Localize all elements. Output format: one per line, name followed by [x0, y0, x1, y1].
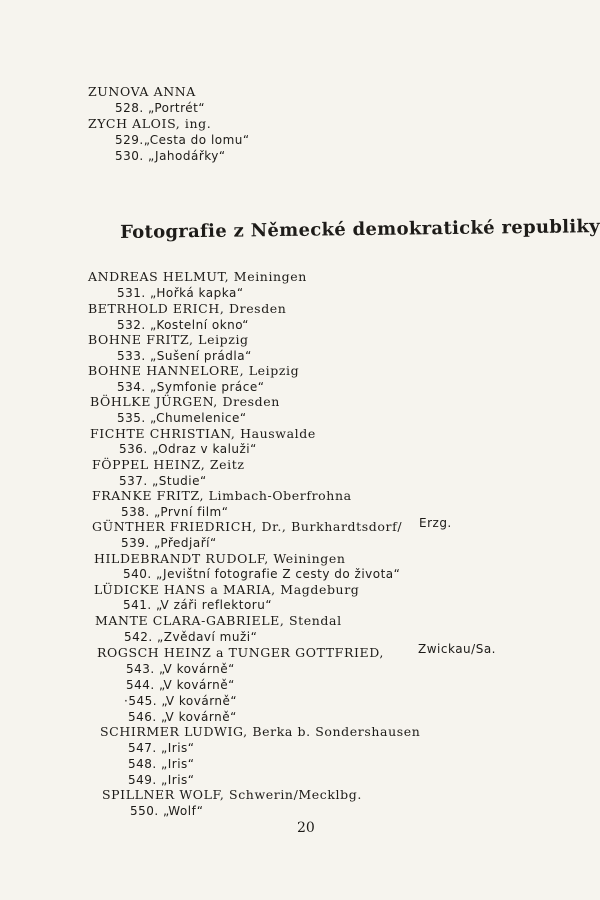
author-rogsch: ROGSCH HEINZ a TUNGER GOTTFRIED, — [97, 645, 384, 660]
item-531: 531. „Hořká kapka“ — [117, 286, 244, 300]
author-andreas: ANDREAS HELMUT, Meiningen — [88, 269, 307, 284]
item-544: 544. „V kovárně“ — [126, 678, 235, 692]
item-547: 547. „Iris“ — [128, 741, 195, 755]
author-gunther-extra: Erzg. — [419, 516, 452, 530]
item-529: 529.„Cesta do lomu“ — [115, 133, 250, 147]
author-spillner: SPILLNER WOLF, Schwerin/Mecklbg. — [102, 787, 362, 802]
item-542: 542. „Zvědaví muži“ — [124, 630, 258, 644]
item-537: 537. „Studie“ — [119, 474, 207, 488]
item-540: 540. „Jevištní fotografie Z cesty do života“ — [123, 567, 401, 581]
section-heading: Fotografie z Německé demokratické republiky — [120, 216, 600, 243]
author-betrhold: BETRHOLD ERICH, Dresden — [88, 301, 287, 316]
item-546: 546. „V kovárně“ — [128, 710, 237, 724]
author-zunova: ZUNOVA ANNA — [88, 84, 196, 99]
author-hildebrandt: HILDEBRANDT RUDOLF, Weiningen — [94, 551, 346, 566]
page-number: 20 — [297, 820, 315, 836]
item-530: 530. „Jahodářky“ — [115, 149, 226, 163]
item-538: 538. „První film“ — [121, 505, 229, 519]
item-543: 543. „V kovárně“ — [126, 662, 235, 676]
item-534: 534. „Symfonie práce“ — [117, 380, 265, 394]
author-bohne-fritz: BOHNE FRITZ, Leipzig — [88, 332, 249, 347]
item-545: ·545. „V kovárně“ — [124, 694, 238, 708]
item-535: 535. „Chumelenice“ — [117, 411, 247, 425]
author-foppel: FÖPPEL HEINZ, Zeitz — [92, 457, 245, 472]
author-fichte: FICHTE CHRISTIAN, Hauswalde — [90, 426, 316, 441]
author-zych: ZYCH ALOIS, ing. — [88, 116, 212, 131]
item-541: 541. „V záři reflektoru“ — [123, 598, 273, 612]
item-528: 528. „Portrét“ — [115, 101, 206, 115]
author-gunther: GÜNTHER FRIEDRICH, Dr., Burkhardtsdorf/ — [92, 519, 403, 534]
item-550: 550. „Wolf“ — [130, 804, 204, 818]
author-ludicke: LÜDICKE HANS a MARIA, Magdeburg — [94, 582, 360, 597]
author-schirmer: SCHIRMER LUDWIG, Berka b. Sondershausen — [100, 724, 421, 739]
author-bohlke: BÖHLKE JÜRGEN, Dresden — [90, 394, 280, 409]
item-549: 549. „Iris“ — [128, 773, 195, 787]
author-mante: MANTE CLARA-GABRIELE, Stendal — [95, 613, 342, 628]
item-536: 536. „Odraz v kaluži“ — [119, 442, 257, 456]
author-rogsch-extra: Zwickau/Sa. — [418, 642, 496, 656]
item-532: 532. „Kostelní okno“ — [117, 318, 249, 332]
item-539: 539. „Předjaří“ — [121, 536, 217, 550]
item-548: 548. „Iris“ — [128, 757, 195, 771]
author-franke: FRANKE FRITZ, Limbach-Oberfrohna — [92, 488, 352, 503]
author-bohne-hannelore: BOHNE HANNELORE, Leipzig — [88, 363, 300, 378]
item-533: 533. „Sušení prádla“ — [117, 349, 252, 363]
